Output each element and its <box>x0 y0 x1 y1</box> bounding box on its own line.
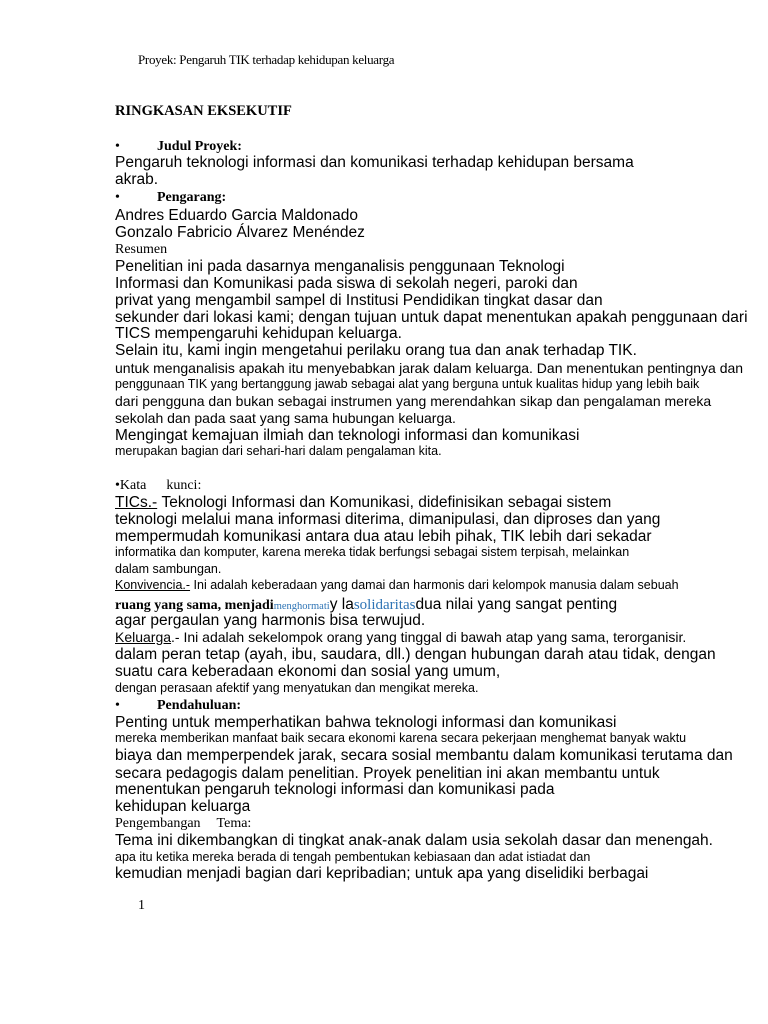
judul-heading: Judul Proyek: <box>157 139 242 154</box>
tics-text: Teknologi Informasi dan Komunikasi, didefinisikan sebagai sistem <box>161 494 612 511</box>
pengembangan-heading-b: Tema: <box>216 816 252 831</box>
bullet-icon: • <box>115 698 120 713</box>
keluarga-line: dengan perasaan afektif yang menyatukan dan mengikat mereka. <box>115 681 479 695</box>
page-title: RINGKASAN EKSEKUTIF <box>115 103 292 119</box>
page-number: 1 <box>138 898 145 913</box>
y-la-text: y la <box>329 596 354 613</box>
pengembangan-line: Tema ini dikembangkan di tingkat anak-anak dalam usia sekolah dasar dan menengah. <box>115 832 713 849</box>
pengembangan-heading-a: Pengembangan <box>115 816 201 831</box>
judul-line: Pengaruh teknologi informasi dan komunikasi terhadap kehidupan bersama <box>115 154 634 171</box>
pendahuluan-line: biaya dan memperpendek jarak, secara sosial membantu dalam komunikasi terutama dan <box>115 747 733 764</box>
keluarga-term: Keluarga <box>115 629 172 645</box>
resumen-line: Informasi dan Komunikasi pada siswa di sekolah negeri, paroki dan <box>115 275 578 292</box>
bullet-icon: • <box>115 190 120 205</box>
ruang-rest-text: dua nilai yang sangat penting <box>415 596 618 613</box>
resumen-line: sekunder dari lokasi kami; dengan tujuan untuk dapat menentukan apakah penggunaan dari <box>115 309 748 326</box>
konvivencia-text: Ini adalah keberadaan yang damai dan harmonis dari kelompok manusia dalam sebuah <box>190 578 679 592</box>
kata-kunci-heading-a: •Kata <box>115 478 147 493</box>
pengarang-heading-row <box>115 191 226 205</box>
resumen-line: penggunaan TIK yang bertanggung jawab sebagai alat yang berguna untuk kualitas hidup yang lebih baik <box>115 377 700 391</box>
pendahuluan-line: kehidupan keluarga <box>115 798 251 815</box>
pendahuluan-line: Penting untuk memperhatikan bahwa teknologi informasi dan komunikasi <box>115 714 617 731</box>
resumen-line: dari pengguna dan bukan sebagai instrumen yang merendahkan sikap dan pengalaman mereka <box>115 393 712 409</box>
tics-definition-line <box>115 495 611 511</box>
tics-term: TICs.- <box>115 494 158 511</box>
author-name: Andres Eduardo Garcia Maldonado <box>115 207 358 224</box>
author-name: Gonzalo Fabricio Álvarez Menéndez <box>115 224 365 241</box>
konvivencia-line <box>115 579 679 592</box>
pendahuluan-heading: Pendahuluan: <box>157 698 242 713</box>
tics-line: mempermudah komunikasi antara dua atau lebih pihak, TIK lebih dari sekadar <box>115 528 652 545</box>
pendahuluan-heading-row <box>115 699 241 713</box>
resumen-line: Mengingat kemajuan ilmiah dan teknologi informasi dan komunikasi <box>115 427 580 444</box>
resumen-line: untuk menganalisis apakah itu menyebabkan jarak dalam keluarga. Dan menentukan pentingnya dan <box>115 360 744 376</box>
ruang-bold-text: ruang yang sama, menjadi <box>115 598 274 613</box>
pengembangan-heading <box>115 817 251 831</box>
kata-kunci-heading-b: kunci: <box>166 478 202 493</box>
resumen-line: merupakan bagian dari sehari-hari dalam pengalaman kita. <box>115 444 442 458</box>
tics-line: dalam sambungan. <box>115 562 222 576</box>
resumen-line: sekolah dan pada saat yang sama hubungan keluarga. <box>115 410 456 426</box>
tics-line: informatika dan komputer, karena mereka tidak berfungsi sebagai sistem terpisah, melainkan <box>115 545 630 559</box>
resumen-heading: Resumen <box>115 242 168 257</box>
judul-line: akrab. <box>115 171 159 188</box>
keluarga-text: .- Ini adalah sekelompok orang yang tinggal di bawah atap yang sama, terorganisir. <box>171 629 687 645</box>
pengarang-heading: Pengarang: <box>157 190 227 205</box>
keluarga-line: dalam peran tetap (ayah, ibu, saudara, dll.) dengan hubungan darah atau tidak, dengan <box>115 646 716 663</box>
kata-kunci-heading <box>115 479 201 493</box>
pendahuluan-line: menentukan pengaruh teknologi informasi dan komunikasi pada <box>115 781 555 798</box>
resumen-line: TICS mempengaruhi kehidupan keluarga. <box>115 325 402 342</box>
pendahuluan-line: mereka memberikan manfaat baik secara ekonomi karena secara pekerjaan menghemat banyak waktu <box>115 731 687 745</box>
tics-line: teknologi melalui mana informasi diterima, dimanipulasi, dan diproses dan yang <box>115 511 661 528</box>
pengembangan-line: apa itu ketika mereka berada di tengah pembentukan kebiasaan dan adat istiadat dan <box>115 850 591 864</box>
keluarga-line: suatu cara keberadaan ekonomi dan sosial yang umum, <box>115 663 501 680</box>
keluarga-line <box>115 630 686 644</box>
ruang-line <box>115 597 617 613</box>
solidaritas-word: solidaritas <box>353 597 416 613</box>
menghormati-word: menghormati <box>273 601 330 612</box>
resumen-line: Penelitian ini pada dasarnya menganalisis penggunaan Teknologi <box>115 258 565 275</box>
agar-line: agar pergaulan yang harmonis bisa terwujud. <box>115 612 426 629</box>
bullet-icon: • <box>115 139 120 154</box>
pendahuluan-line: secara pedagogis dalam penelitian. Proyek penelitian ini akan membantu untuk <box>115 765 660 782</box>
pengembangan-line: kemudian menjadi bagian dari kepribadian; untuk apa yang diselidiki berbagai <box>115 865 649 882</box>
konvivencia-term: Konvivencia.- <box>115 578 191 592</box>
resumen-line: Selain itu, kami ingin mengetahui perilaku orang tua dan anak terhadap TIK. <box>115 342 637 359</box>
judul-heading-row <box>115 140 242 154</box>
page-header: Proyek: Pengaruh TIK terhadap kehidupan keluarga <box>138 52 395 67</box>
resumen-line: privat yang mengambil sampel di Institusi Pendidikan tingkat dasar dan <box>115 292 603 309</box>
